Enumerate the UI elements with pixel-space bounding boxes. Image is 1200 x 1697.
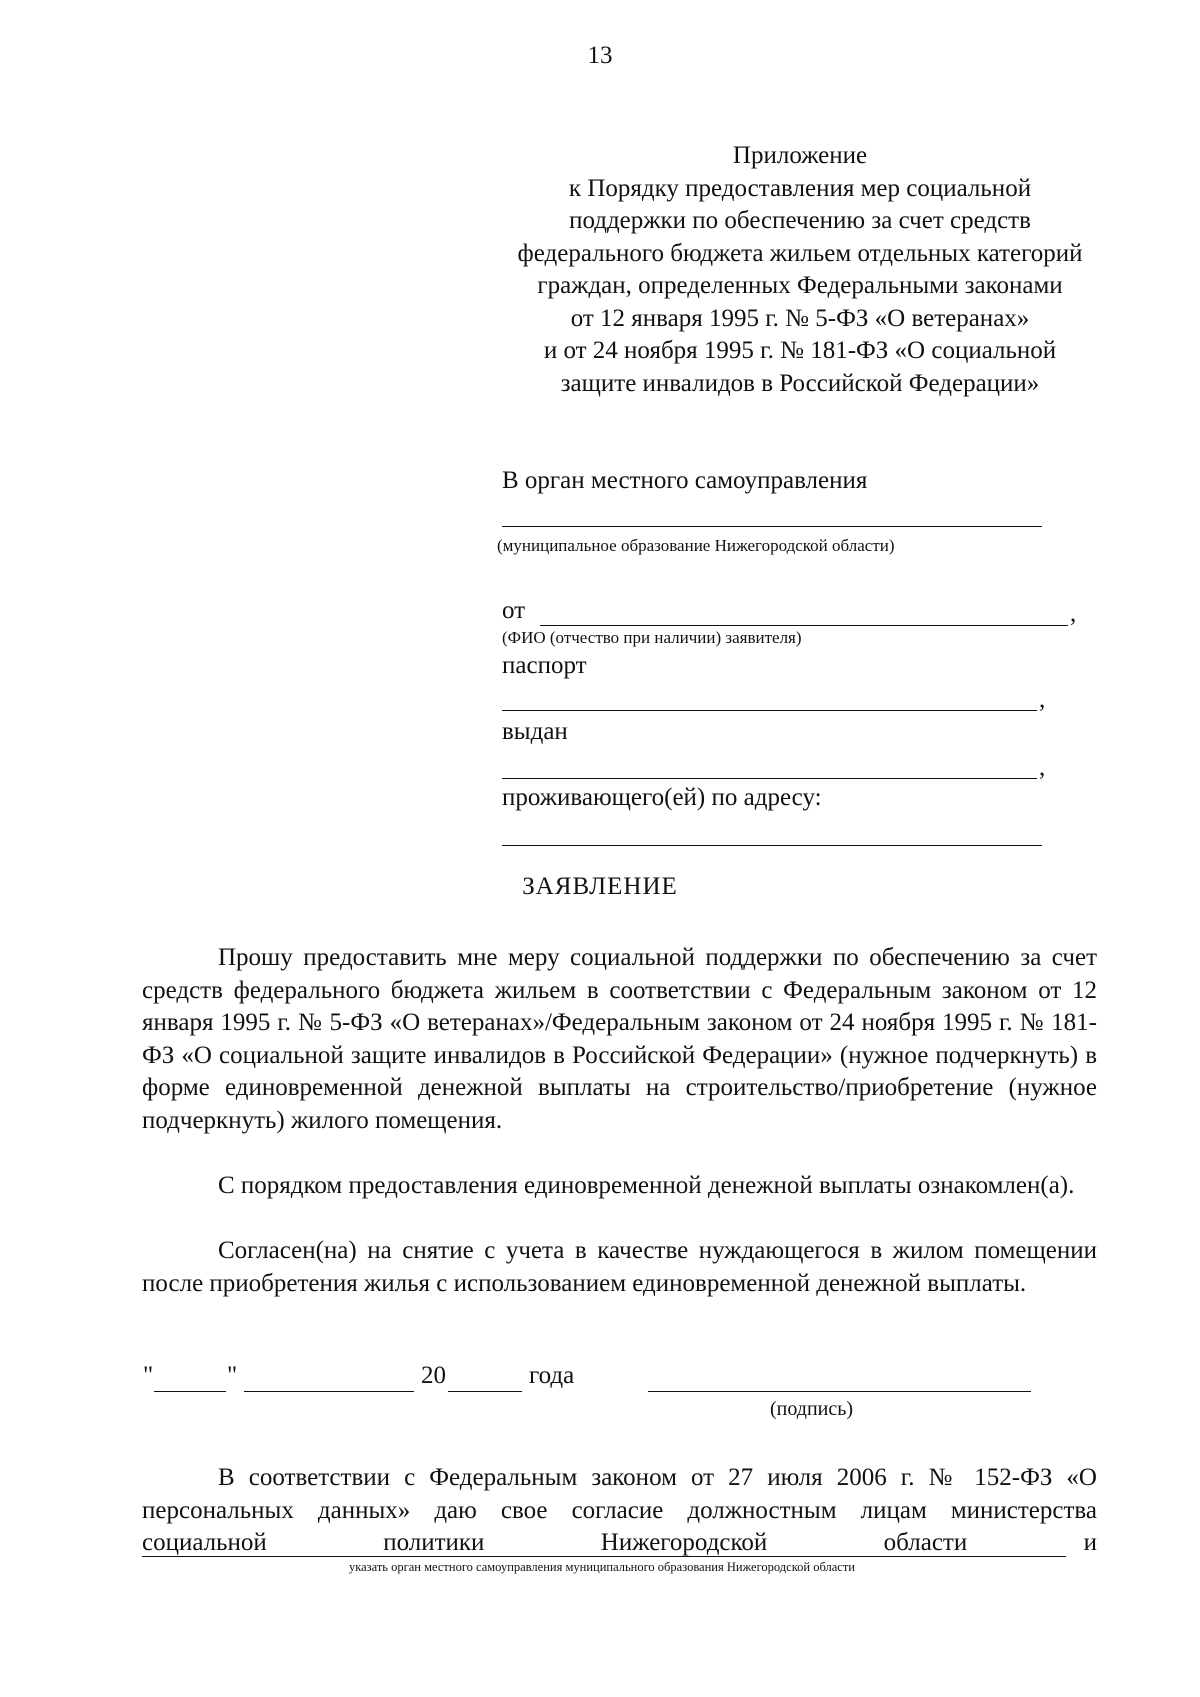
address-line[interactable] <box>502 845 1042 846</box>
signature-hint: (подпись) <box>770 1398 854 1420</box>
passport-label: паспорт <box>502 652 587 679</box>
municipality-hint: (муниципальное образование Нижегородской области) <box>497 536 895 555</box>
appendix-line: к Порядку предоставления мер социальной <box>568 174 1032 202</box>
issued-label: выдан <box>502 718 568 745</box>
address-label: проживающего(ей) по адресу: <box>502 784 822 811</box>
appendix-line: от 12 января 1995 г. № 5-ФЗ «О ветеранах» <box>570 304 1030 332</box>
signature-line[interactable] <box>648 1391 1031 1392</box>
issued-line[interactable] <box>502 778 1037 779</box>
issued-comma: , <box>1039 754 1046 781</box>
acknowledgement-paragraph: С порядком предоставления единовременной денежной выплаты ознакомлен(а). <box>218 1172 1075 1199</box>
appendix-line: граждан, определенных Федеральными законами <box>537 272 1063 299</box>
year-line[interactable] <box>448 1391 522 1392</box>
day-line[interactable] <box>154 1391 226 1392</box>
municipality-line[interactable] <box>502 526 1042 527</box>
appendix-header <box>450 140 1150 400</box>
request-paragraph: Прошу предоставить мне меру социальной поддержки по обеспечению за счет средств федерального бюджета жильем в соответствии с Федеральным законом от 12 января 1995 г. № 5-ФЗ «О ветеранах»/Федеральным законом от 24 ноября 1995 г. № 181-ФЗ «О социальной защите инвалидов в Российской Федерации» (нужное подчеркнуть) в форме единовременной денежной выплаты на строительство/приобретение (нужное подчеркнуть) жилого помещения. <box>142 944 1097 1134</box>
authority-footnote: указать орган местного самоуправления муниципального образования Нижегородской области <box>348 1560 855 1574</box>
consent-deregistration-paragraph: Согласен(на) на снятие с учета в качестве нуждающегося в жилом помещении после приобретения жилья с использованием единовременной денежной выплаты. <box>142 1237 1097 1297</box>
appendix-line: и от 24 ноября 1995 г. № 181-ФЗ «О социальной <box>543 337 1057 364</box>
fio-hint: (ФИО (отчество при наличии) заявителя) <box>502 628 802 647</box>
authority-line[interactable] <box>142 1556 1066 1557</box>
year-suffix: года <box>529 1362 575 1389</box>
month-line[interactable] <box>244 1391 414 1392</box>
page-number: 13 <box>587 42 613 69</box>
from-comma: , <box>1070 600 1077 627</box>
addressee-label: В орган местного самоуправления <box>502 467 868 494</box>
document-title: ЗАЯВЛЕНИЕ <box>522 873 678 900</box>
appendix-line: Приложение <box>732 142 868 169</box>
year-prefix: 20 <box>421 1362 446 1389</box>
date-open-quote: " <box>143 1362 154 1389</box>
appendix-line: защите инвалидов в Российской Федерации» <box>560 369 1040 397</box>
date-close-quote: " <box>227 1362 238 1389</box>
passport-line[interactable] <box>502 710 1037 711</box>
fio-line[interactable] <box>540 625 1068 626</box>
from-label: от <box>502 597 526 624</box>
appendix-line: поддержки по обеспечению за счет средств <box>569 207 1031 234</box>
personal-data-consent: В соответствии с Федеральным законом от 27 июля 2006 г. № 152-ФЗ «О персональных данных» даю свое согласие должностным лицам министерства социальной политики Нижегородской области и <box>142 1464 1097 1556</box>
appendix-line: федерального бюджета жильем отдельных категорий <box>517 239 1083 267</box>
passport-comma: , <box>1039 686 1046 713</box>
